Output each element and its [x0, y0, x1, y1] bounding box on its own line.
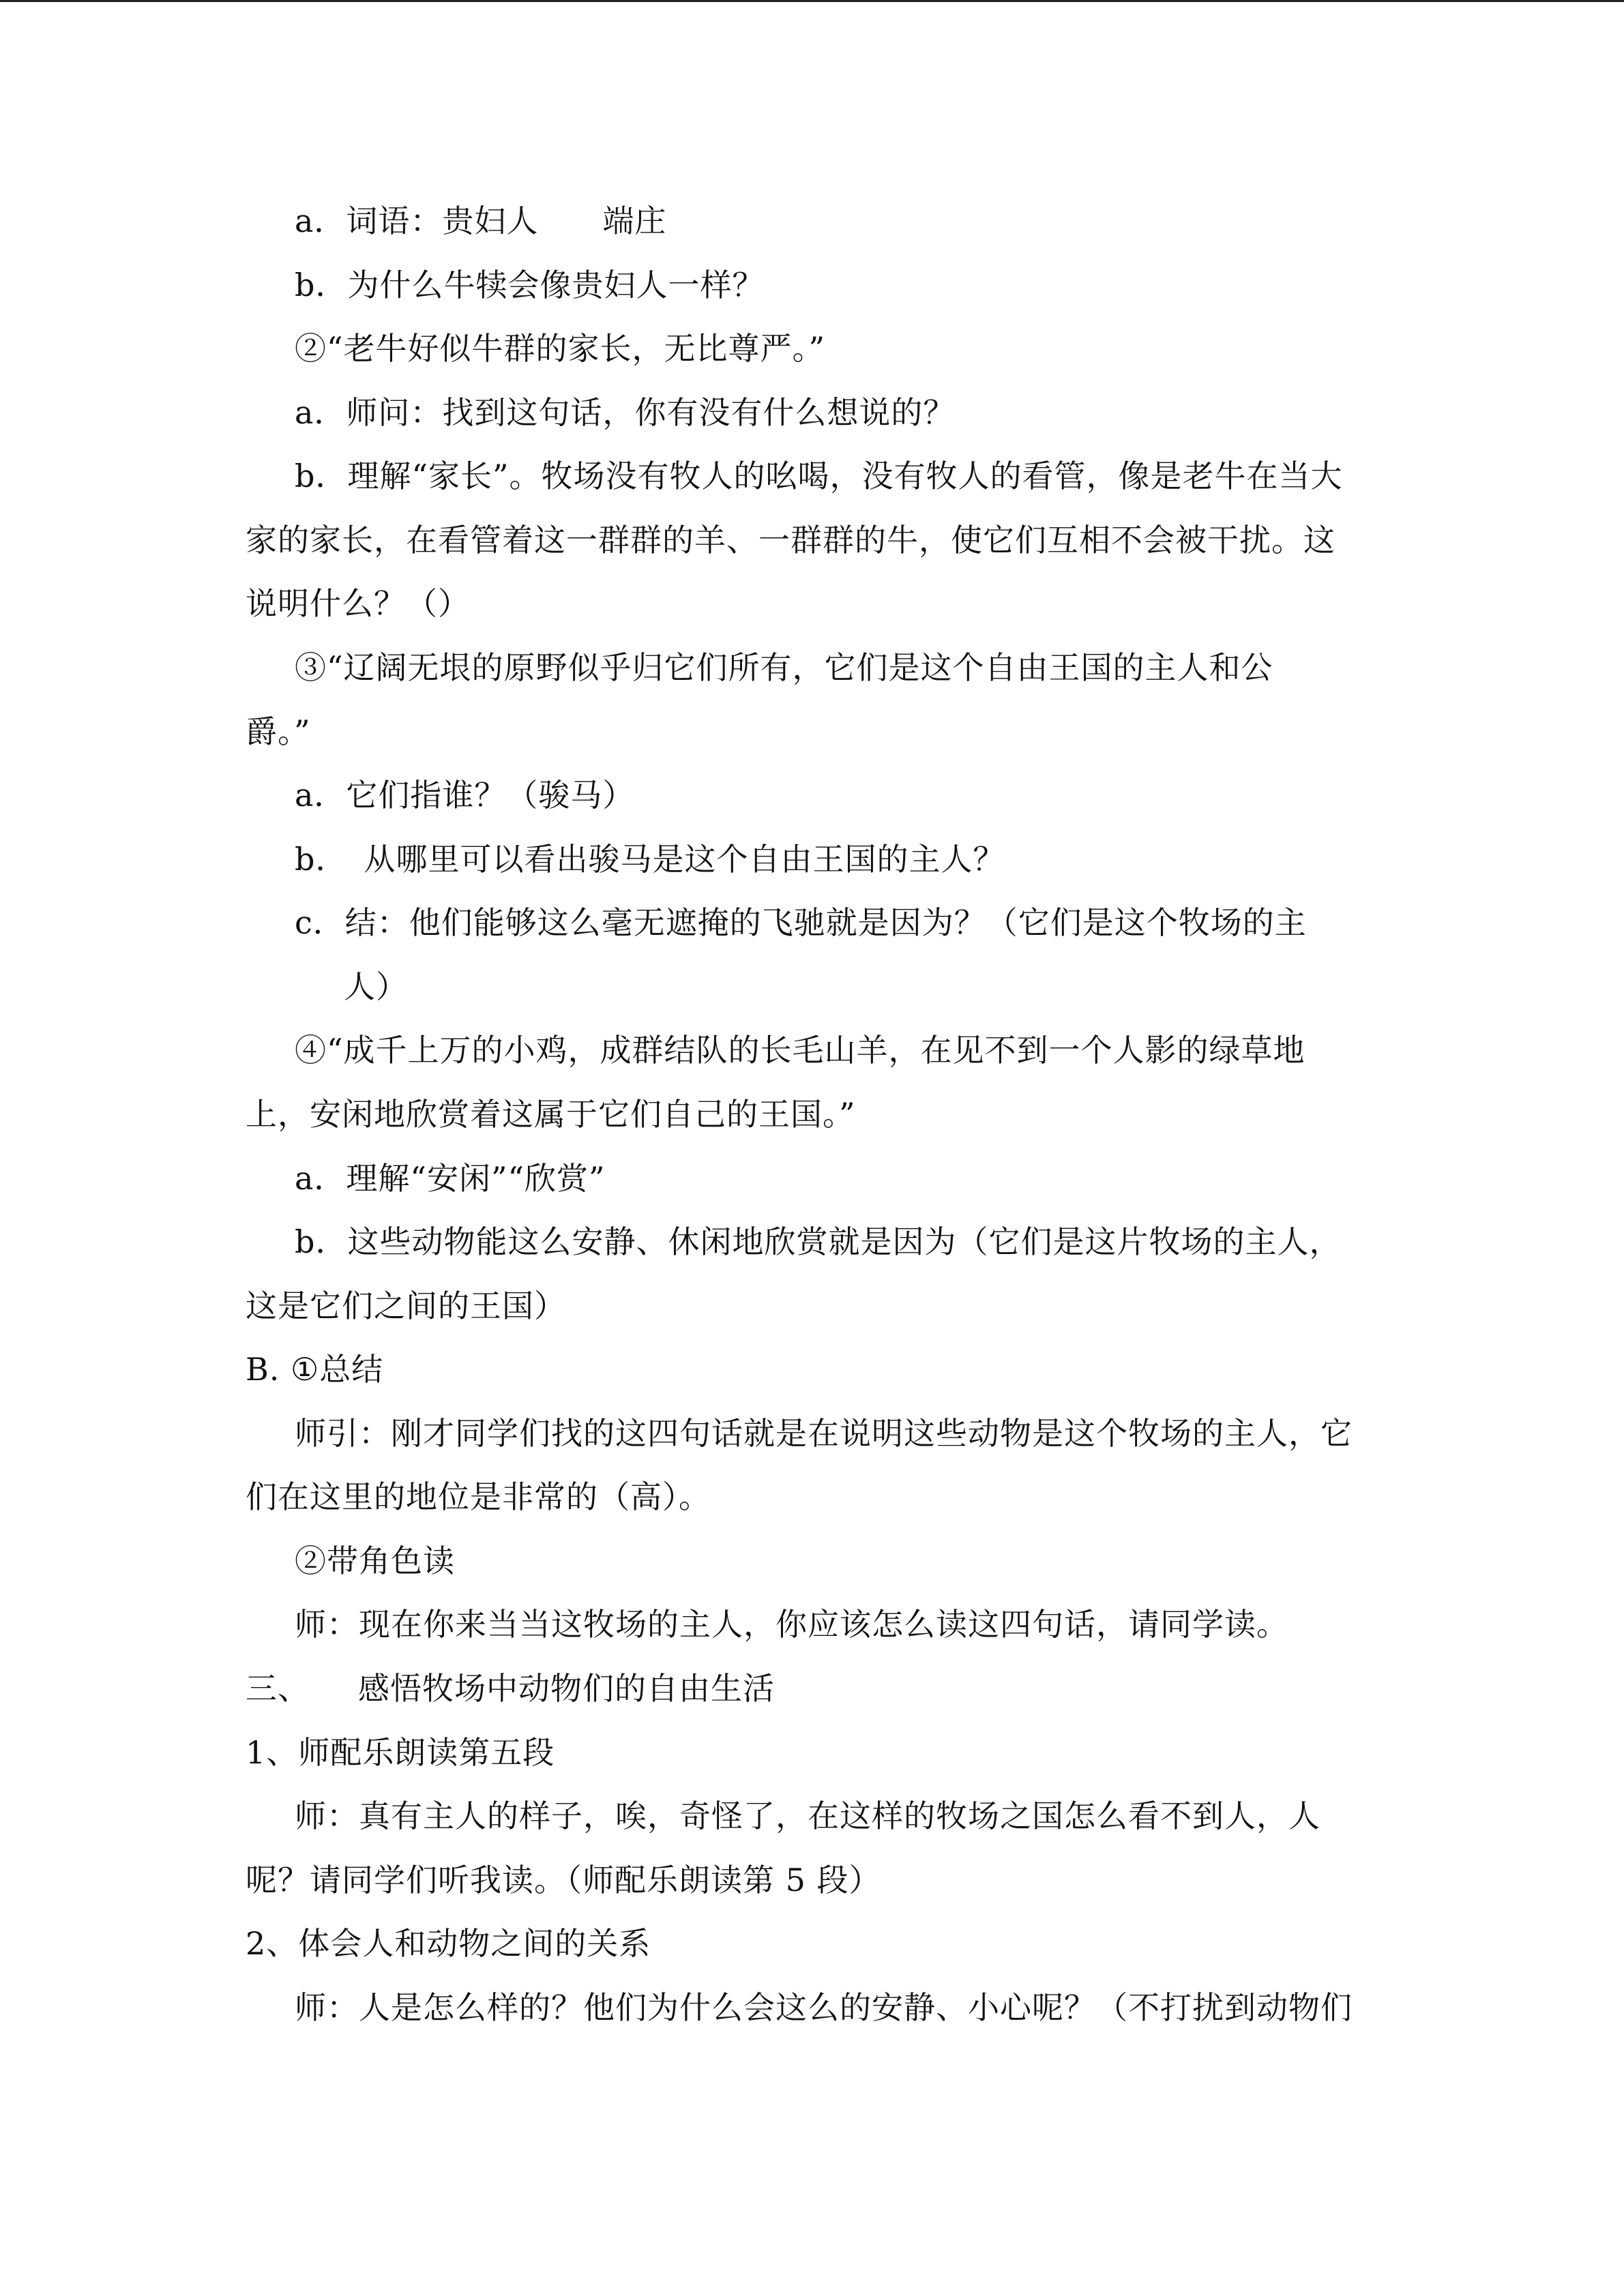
text-line-2: b．为什么牛犊会像贵妇人一样？: [295, 267, 765, 303]
text-line-19: B. ①总结: [246, 1351, 384, 1388]
text-line-23: 师：现在你来当当这牧场的主人，你应该怎么读这四句话，请同学读。: [295, 1606, 1288, 1643]
text-line-14: ④“成千上万的小鸡，成群结队的长毛山羊，在见不到一个人影的绿草地: [295, 1032, 1305, 1069]
section-heading-3: 三、 感悟牧场中动物们的自由生活: [246, 1670, 775, 1707]
text-line-16: a．理解“安闲”“欣赏”: [295, 1160, 606, 1197]
text-line-10: a．它们指谁？（骏马）: [295, 777, 635, 814]
text-line-6: 家的家长，在看管着这一群群的羊、一群群的牛，使它们互相不会被干扰。这: [246, 522, 1335, 558]
text-line-4: a．师问：找到这句话，你有没有什么想说的？: [295, 394, 956, 431]
text-line-3: ②“老牛好似牛群的家长，无比尊严。”: [295, 330, 826, 367]
text-line-13: 人）: [344, 968, 408, 1005]
text-line-20: 师引：刚才同学们找的这四句话就是在说明这些动物是这个牧场的主人，它: [295, 1415, 1353, 1452]
text-line-28: 2、体会人和动物之间的关系: [246, 1925, 651, 1962]
text-line-21: 们在这里的地位是非常的（高）。: [246, 1478, 711, 1515]
text-line-12: c．结：他们能够这么毫无遮掩的飞驰就是因为？（它们是这个牧场的主: [295, 904, 1307, 941]
text-line-5: b．理解“家长”。牧场没有牧人的吆喝，没有牧人的看管，像是老牛在当大: [295, 458, 1343, 494]
text-line-26: 师：真有主人的样子，唉，奇怪了，在这样的牧场之国怎么看不到人，人: [295, 1798, 1320, 1834]
page-top-border: [0, 0, 1624, 2]
text-line-1: a．词语：贵妇人 端庄: [295, 203, 667, 239]
text-line-11: b． 从哪里可以看出骏马是这个自由王国的主人？: [295, 841, 1005, 878]
text-line-27: 呢？请同学们听我读。（师配乐朗读第 5 段）: [246, 1862, 881, 1898]
text-line-15: 上，安闲地欣赏着这属于它们自己的王国。”: [246, 1096, 856, 1133]
text-line-18: 这是它们之间的王国）: [246, 1287, 566, 1324]
text-line-29: 师：人是怎么样的？他们为什么会这么的安静、小心呢？（不打扰到动物们: [295, 1989, 1353, 2026]
text-line-22: ②带角色读: [295, 1542, 455, 1579]
text-line-9: 爵。”: [246, 713, 311, 750]
text-line-25: 1、师配乐朗读第五段: [246, 1734, 555, 1771]
text-line-7: 说明什么？（）: [246, 585, 470, 622]
text-line-8: ③“辽阔无垠的原野似乎归它们所有，它们是这个自由王国的主人和公: [295, 649, 1273, 686]
text-line-17: b．这些动物能这么安静、休闲地欣赏就是因为（它们是这片牧场的主人，: [295, 1223, 1342, 1260]
